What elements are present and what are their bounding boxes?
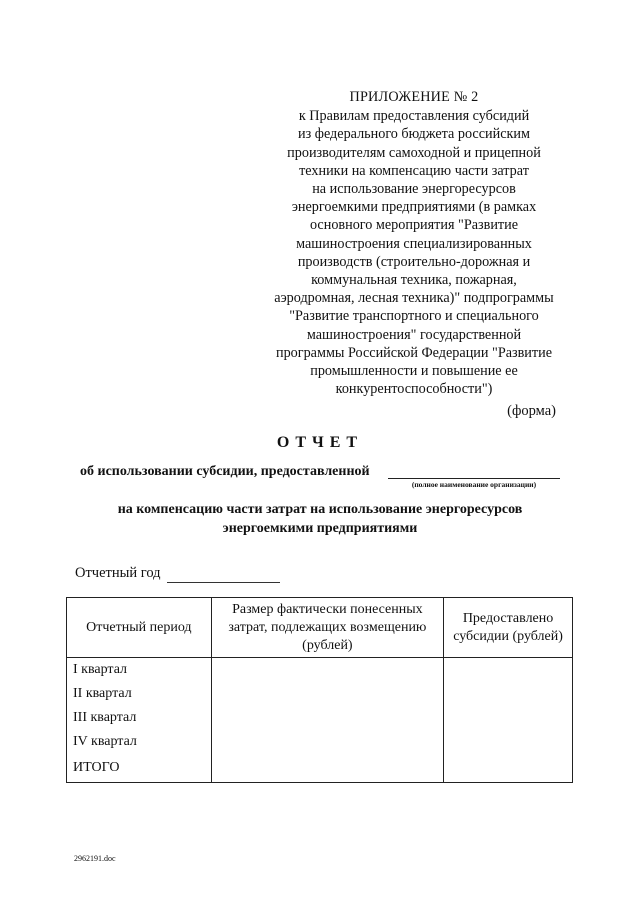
costs-cell[interactable] bbox=[211, 730, 443, 754]
costs-cell[interactable] bbox=[211, 658, 443, 683]
appendix-line: "Развитие транспортного и специального bbox=[289, 308, 539, 325]
row-label: II квартал bbox=[67, 682, 212, 706]
header-provided: Предоставлено субсидии (рублей) bbox=[444, 598, 573, 658]
appendix-line: производителям самоходной и прицепной bbox=[287, 144, 541, 161]
appendix-line: коммунальная техника, пожарная, bbox=[311, 272, 517, 289]
row-label: III квартал bbox=[67, 706, 212, 730]
costs-cell[interactable] bbox=[211, 682, 443, 706]
table-header-row bbox=[67, 598, 573, 658]
row-label: I квартал bbox=[67, 658, 212, 683]
appendix-line: энергоемкими предприятиями (в рамках bbox=[291, 199, 537, 216]
reporting-year-field[interactable] bbox=[167, 565, 280, 583]
appendix-line: промышленности и повышение ее bbox=[310, 363, 518, 380]
table-row-total bbox=[67, 754, 573, 783]
appendix-line: машиностроения" государственной bbox=[306, 326, 522, 343]
table-row bbox=[67, 682, 573, 706]
appendix-line: к Правилам предоставления субсидий bbox=[298, 108, 530, 125]
table-row bbox=[67, 730, 573, 754]
provided-cell[interactable] bbox=[444, 658, 573, 683]
report-table bbox=[66, 597, 573, 783]
document-id: 2962191.doc bbox=[74, 854, 116, 863]
appendix-title: ПРИЛОЖЕНИЕ № 2 bbox=[349, 89, 479, 105]
provided-cell[interactable] bbox=[444, 730, 573, 754]
purpose-line: на компенсацию части затрат на использование энергоресурсов bbox=[117, 502, 523, 517]
table-row bbox=[67, 658, 573, 683]
costs-cell[interactable] bbox=[211, 754, 443, 783]
table-row bbox=[67, 706, 573, 730]
appendix-line: основного мероприятия "Развитие bbox=[309, 217, 519, 234]
subsidy-line: об использовании субсидии, предоставленной bbox=[80, 464, 370, 479]
header-period: Отчетный период bbox=[67, 598, 212, 658]
reporting-year-label: Отчетный год bbox=[75, 565, 161, 581]
appendix-line: машиностроения специализированных bbox=[296, 235, 532, 252]
appendix-line: программы Российской Федерации "Развитие bbox=[275, 344, 552, 361]
report-title: ОТЧЕТ bbox=[276, 434, 364, 451]
appendix-line: техники на компенсацию части затрат bbox=[299, 162, 529, 179]
appendix-line: аэродромная, лесная техника)" подпрограммы bbox=[274, 290, 554, 307]
appendix-line: производств (строительно-дорожная и bbox=[297, 253, 531, 270]
form-label: (форма) bbox=[507, 403, 556, 419]
appendix-line: на использование энергоресурсов bbox=[312, 181, 516, 198]
appendix-header bbox=[258, 88, 570, 398]
report-purpose bbox=[0, 500, 640, 538]
row-label: ИТОГО bbox=[67, 754, 212, 783]
provided-cell[interactable] bbox=[444, 754, 573, 783]
row-label: IV квартал bbox=[67, 730, 212, 754]
provided-cell[interactable] bbox=[444, 706, 573, 730]
header-costs: Размер фактически понесенных затрат, подлежащих возмещению (рублей) bbox=[211, 598, 443, 658]
purpose-line: энергоемкими предприятиями bbox=[222, 521, 418, 536]
costs-cell[interactable] bbox=[211, 706, 443, 730]
provided-cell[interactable] bbox=[444, 682, 573, 706]
appendix-line: из федерального бюджета российским bbox=[298, 126, 530, 143]
organization-hint: (полное наименование организации) bbox=[411, 480, 537, 489]
appendix-line: конкурентоспособности") bbox=[335, 381, 493, 398]
reporting-year bbox=[75, 565, 280, 583]
organization-name-field[interactable] bbox=[388, 478, 560, 479]
